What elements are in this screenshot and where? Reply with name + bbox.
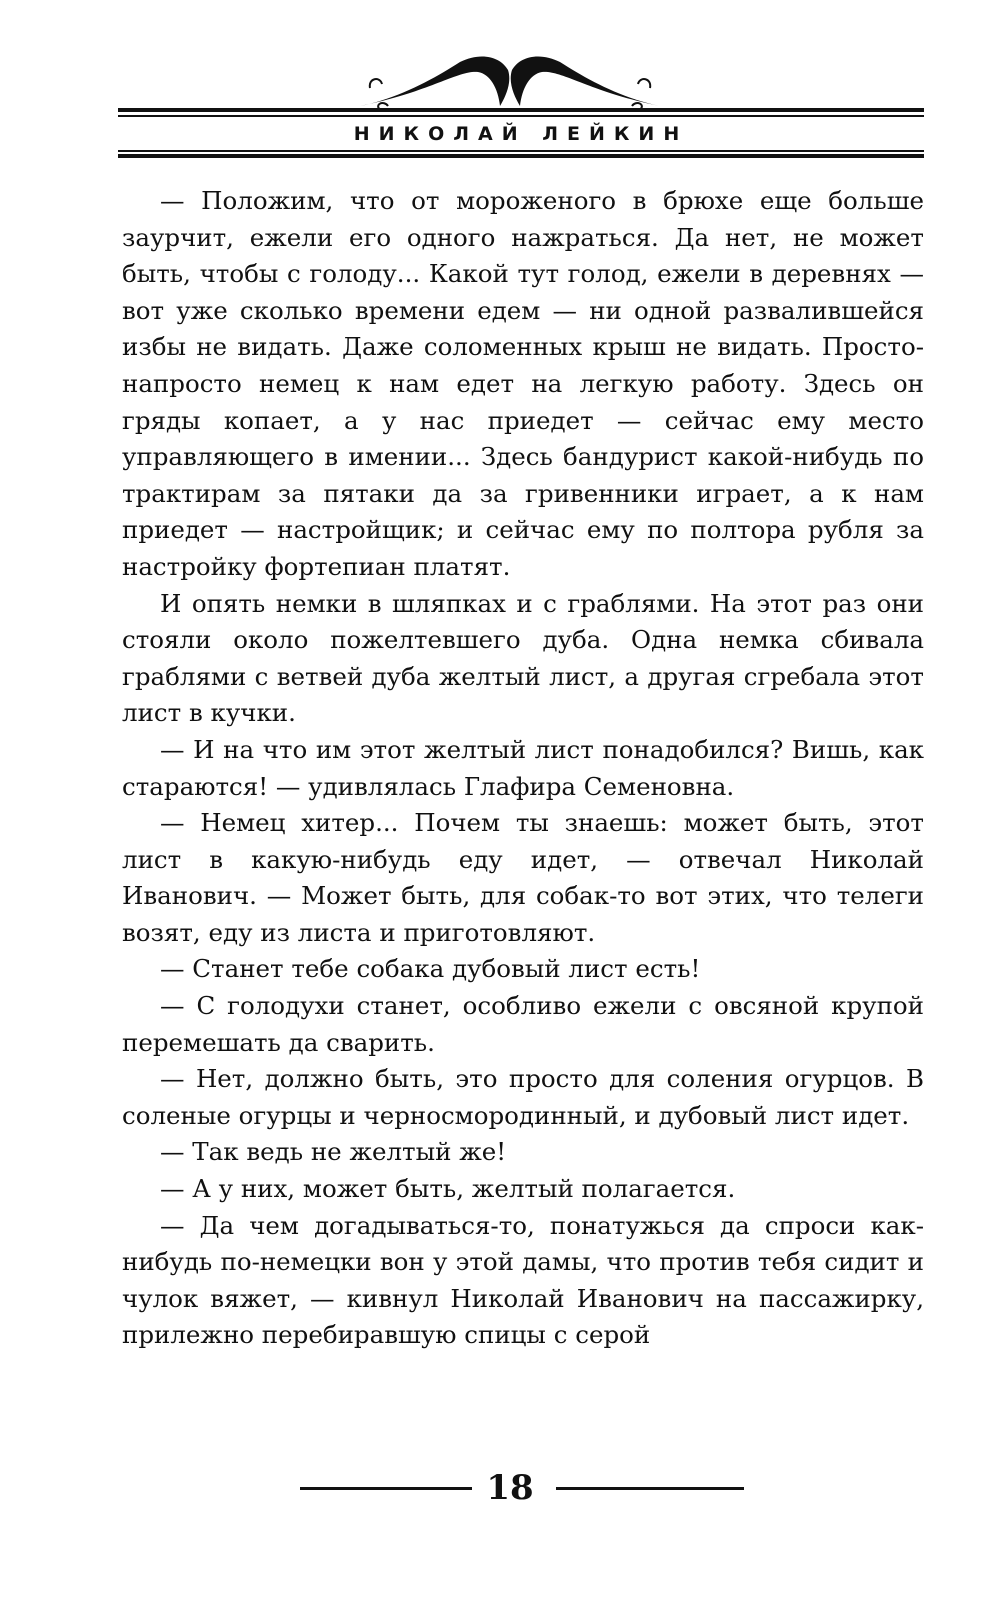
paragraph: — Нет, должно быть, это просто для соления огурцов. В соленые огурцы и черносмородинный, и дубовый лист идет. <box>122 1064 924 1130</box>
paragraph: — Положим, что от мороженого в брюхе еще больше заурчит, ежели его одного нажраться. Да нет, не может быть, чтобы с голоду... Какой тут голод, ежели в деревнях — вот уже сколько времени едем — ни одной развалившейся избы не видать. Даже соломенных крыш не видать. Просто-напросто немец к нам едет на легкую работу. Здесь он гряды копает, а у нас приедет — сейчас ему место управляющего в имении... Здесь бандурист какой-нибудь по трактирам за пятаки да за гривенники играет, а к нам приедет — настройщик; и сейчас ему по полтора рубля за настройку фортепиан платят. <box>122 186 924 581</box>
paragraph: — Станет тебе собака дубовый лист есть! <box>160 954 701 984</box>
header-rule-bottom-thin <box>118 150 924 152</box>
page-number: 18 <box>486 1468 534 1508</box>
header-rule-top <box>118 108 924 112</box>
paragraph: — И на что им этот желтый лист понадобился? Вишь, как стараются! — удивлялась Глафира Семеновна. <box>122 734 924 801</box>
footer-rule-right <box>556 1487 744 1490</box>
page-footer <box>0 1462 1000 1512</box>
running-head-author: НИКОЛАЙ ЛЕЙКИН <box>353 123 689 145</box>
paragraph: — С голодухи станет, особливо ежели с овсяной крупой перемешать да сварить. <box>122 991 924 1057</box>
paragraph: — Немец хитер... Почем ты знаешь: может быть, этот лист в какую-нибудь еду идет, — отвечал Николай Иванович. — Может быть, для собак-то вот этих, что телеги возят, еду из листа и приготовляют. <box>122 808 924 947</box>
header-rule-bottom <box>118 154 924 158</box>
paragraph: — Да чем догадываться-то, понатужься да спроси как-нибудь по-немецки вон у этой дамы, что против тебя сидит и чулок вяжет, — кивнул Николай Иванович на пассажирку, прилежно перебиравшую спицы с серой <box>122 1210 924 1350</box>
footer-rule-left <box>300 1487 472 1490</box>
paragraph: — А у них, может быть, желтый полагается. <box>160 1174 736 1204</box>
header-rule-top-thin <box>118 115 924 117</box>
paragraph: — Так ведь не желтый же! <box>160 1137 507 1167</box>
page-body <box>122 183 924 1354</box>
paragraph: И опять немки в шляпках и с граблями. На этот раз они стояли около пожелтевшего дуба. Одна немка сбивала граблями с ветвей дуба желтый лист, а другая сгребала этот лист в кучки. <box>122 588 924 728</box>
